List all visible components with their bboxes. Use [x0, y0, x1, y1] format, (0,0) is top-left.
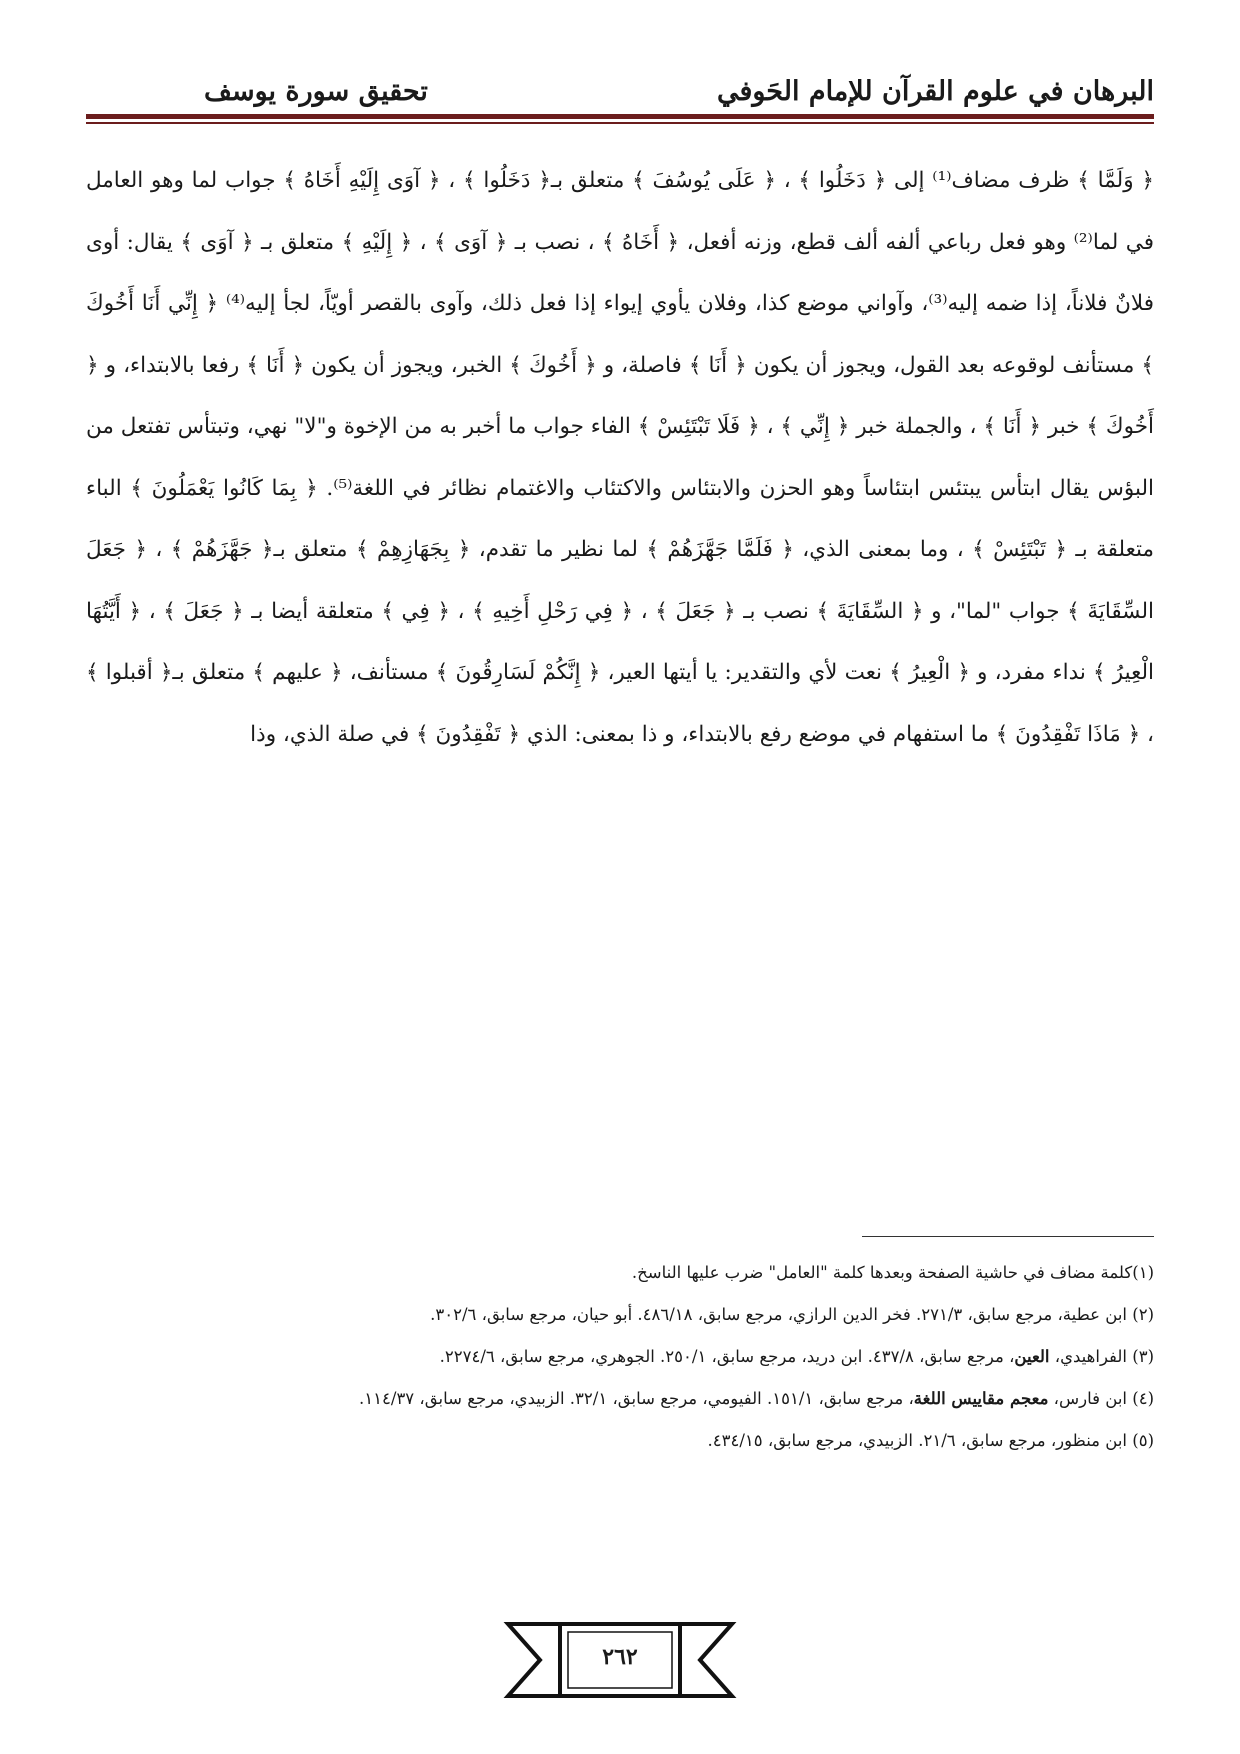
footnote-2: (٢) ابن عطية، مرجع سابق، ٢٧١/٣. فخر الدين الرازي، مرجع سابق، ٤٨٦/١٨. أبو حيان، مرجع سابق، ٣٠٢/٦.	[430, 1305, 1154, 1324]
footnote-4	[86, 1382, 1154, 1416]
page-number: ٢٦٢	[602, 1644, 638, 1670]
footnote-3-source: العين	[1014, 1347, 1050, 1366]
main-text	[86, 150, 1154, 765]
footnote-3	[86, 1340, 1154, 1374]
footnote-4-post: ، مرجع سابق، ١٥١/١. الفيومي، مرجع سابق، ٣٢/١. الزبيدي، مرجع سابق، ١١٤/٣٧.	[359, 1389, 914, 1408]
footnote-5: (٥) ابن منظور، مرجع سابق، ٢١/٦. الزبيدي، مرجع سابق، ٤٣٤/١٥.	[707, 1431, 1154, 1450]
header-rule-thin	[86, 122, 1154, 124]
footnote-3-post: ، مرجع سابق، ٤٣٧/٨. ابن دريد، مرجع سابق، ٢٥٠/١. الجوهري، مرجع سابق، ٢٢٧٤/٦.	[439, 1347, 1015, 1366]
page-number-ornament	[502, 1620, 738, 1700]
header-rule-thick	[86, 114, 1154, 119]
page-header	[84, 68, 1154, 128]
footnote-4-pre: (٤) ابن فارس،	[1048, 1389, 1154, 1408]
footnote-1: (١)كلمة مضاف في حاشية الصفحة وبعدها كلمة "العامل" ضرب عليها الناسخ.	[631, 1263, 1154, 1282]
footnote-separator	[862, 1236, 1154, 1237]
book-title: البرهان في علوم القرآن للإمام الحَوفي	[716, 76, 1154, 107]
footnote-4-source: معجم مقاييس اللغة	[913, 1389, 1049, 1408]
footnotes	[86, 1256, 1154, 1466]
chapter-title: تحقيق سورة يوسف	[204, 76, 428, 107]
body-paragraph: ﴿ وَلَمَّا ﴾ ظرف مضاف⁽¹⁾ إلى ﴿ دَخَلُوا ﴾ ، ﴿ عَلَى يُوسُفَ ﴾ متعلق بـ﴿ دَخَلُوا ﴾ ، ﴿ آوَى إِلَيْهِ أَخَاهُ ﴾ جواب لما وهو العامل في لما⁽²⁾ وهو فعل رباعي ألفه ألف قطع، وزنه أفعل، ﴿ أَخَاهُ ﴾ ، نصب بـ ﴿ آوَى ﴾ ، ﴿ إِلَيْهِ ﴾ متعلق بـ ﴿ آوَى ﴾ يقال: أوى فلانٌ فلاناً، إذا ضمه إليه⁽³⁾، وآواني موضع كذا، وفلان يأوي إيواء إذا فعل ذلك، وآوى بالقصر أويّاً، لجأ إليه⁽⁴⁾ ﴿ إِنِّي أَنَا أَخُوكَ ﴾ مستأنف لوقوعه بعد القول، ويجوز أن يكون ﴿ أَنَا ﴾ فاصلة، و ﴿ أَخُوكَ ﴾ الخبر، ويجوز أن يكون ﴿ أَنَا ﴾ رفعا بالابتداء، و ﴿ أَخُوكَ ﴾ خبر ﴿ أَنَا ﴾ ، والجملة خبر ﴿ إِنِّي ﴾ ، ﴿ فَلَا تَبْتَئِسْ ﴾ الفاء جواب ما أخبر به من الإخوة و"لا" نهي، وتبتأس تفتعل من البؤس يقال ابتأس يبتئس ابتئاساً وهو الحزن والابتئاس والاكتئاب والاغتمام نظائر في اللغة⁽⁵⁾. ﴿ بِمَا كَانُوا يَعْمَلُونَ ﴾ الباء متعلقة بـ ﴿ تَبْتَئِسْ ﴾ ، وما بمعنى الذي، ﴿ فَلَمَّا جَهَّزَهُمْ ﴾ لما نظير ما تقدم، ﴿ بِجَهَازِهِمْ ﴾ متعلق بـ﴿ جَهَّزَهُمْ ﴾ ، ﴿ جَعَلَ السِّقَايَةَ ﴾ جواب "لما"، و ﴿ السِّقَايَةَ ﴾ نصب بـ ﴿ جَعَلَ ﴾ ، ﴿ فِي رَحْلِ أَخِيهِ ﴾ ، ﴿ فِي ﴾ متعلقة أيضا بـ ﴿ جَعَلَ ﴾ ، ﴿ أَيَّتُهَا الْعِيرُ ﴾ نداء مفرد، و ﴿ الْعِيرُ ﴾ نعت لأي والتقدير: يا أيتها العير، ﴿ إِنَّكُمْ لَسَارِقُونَ ﴾ مستأنف، ﴿ عليهم ﴾ متعلق بـ﴿ أقبلوا ﴾ ، ﴿ مَاذَا تَفْقِدُونَ ﴾ ما استفهام في موضع رفع بالابتداء، و ذا بمعنى: الذي ﴿ تَفْقِدُونَ ﴾ في صلة الذي، وذا	[86, 168, 1155, 747]
footnote-3-pre: (٣) الفراهيدي،	[1049, 1347, 1154, 1366]
